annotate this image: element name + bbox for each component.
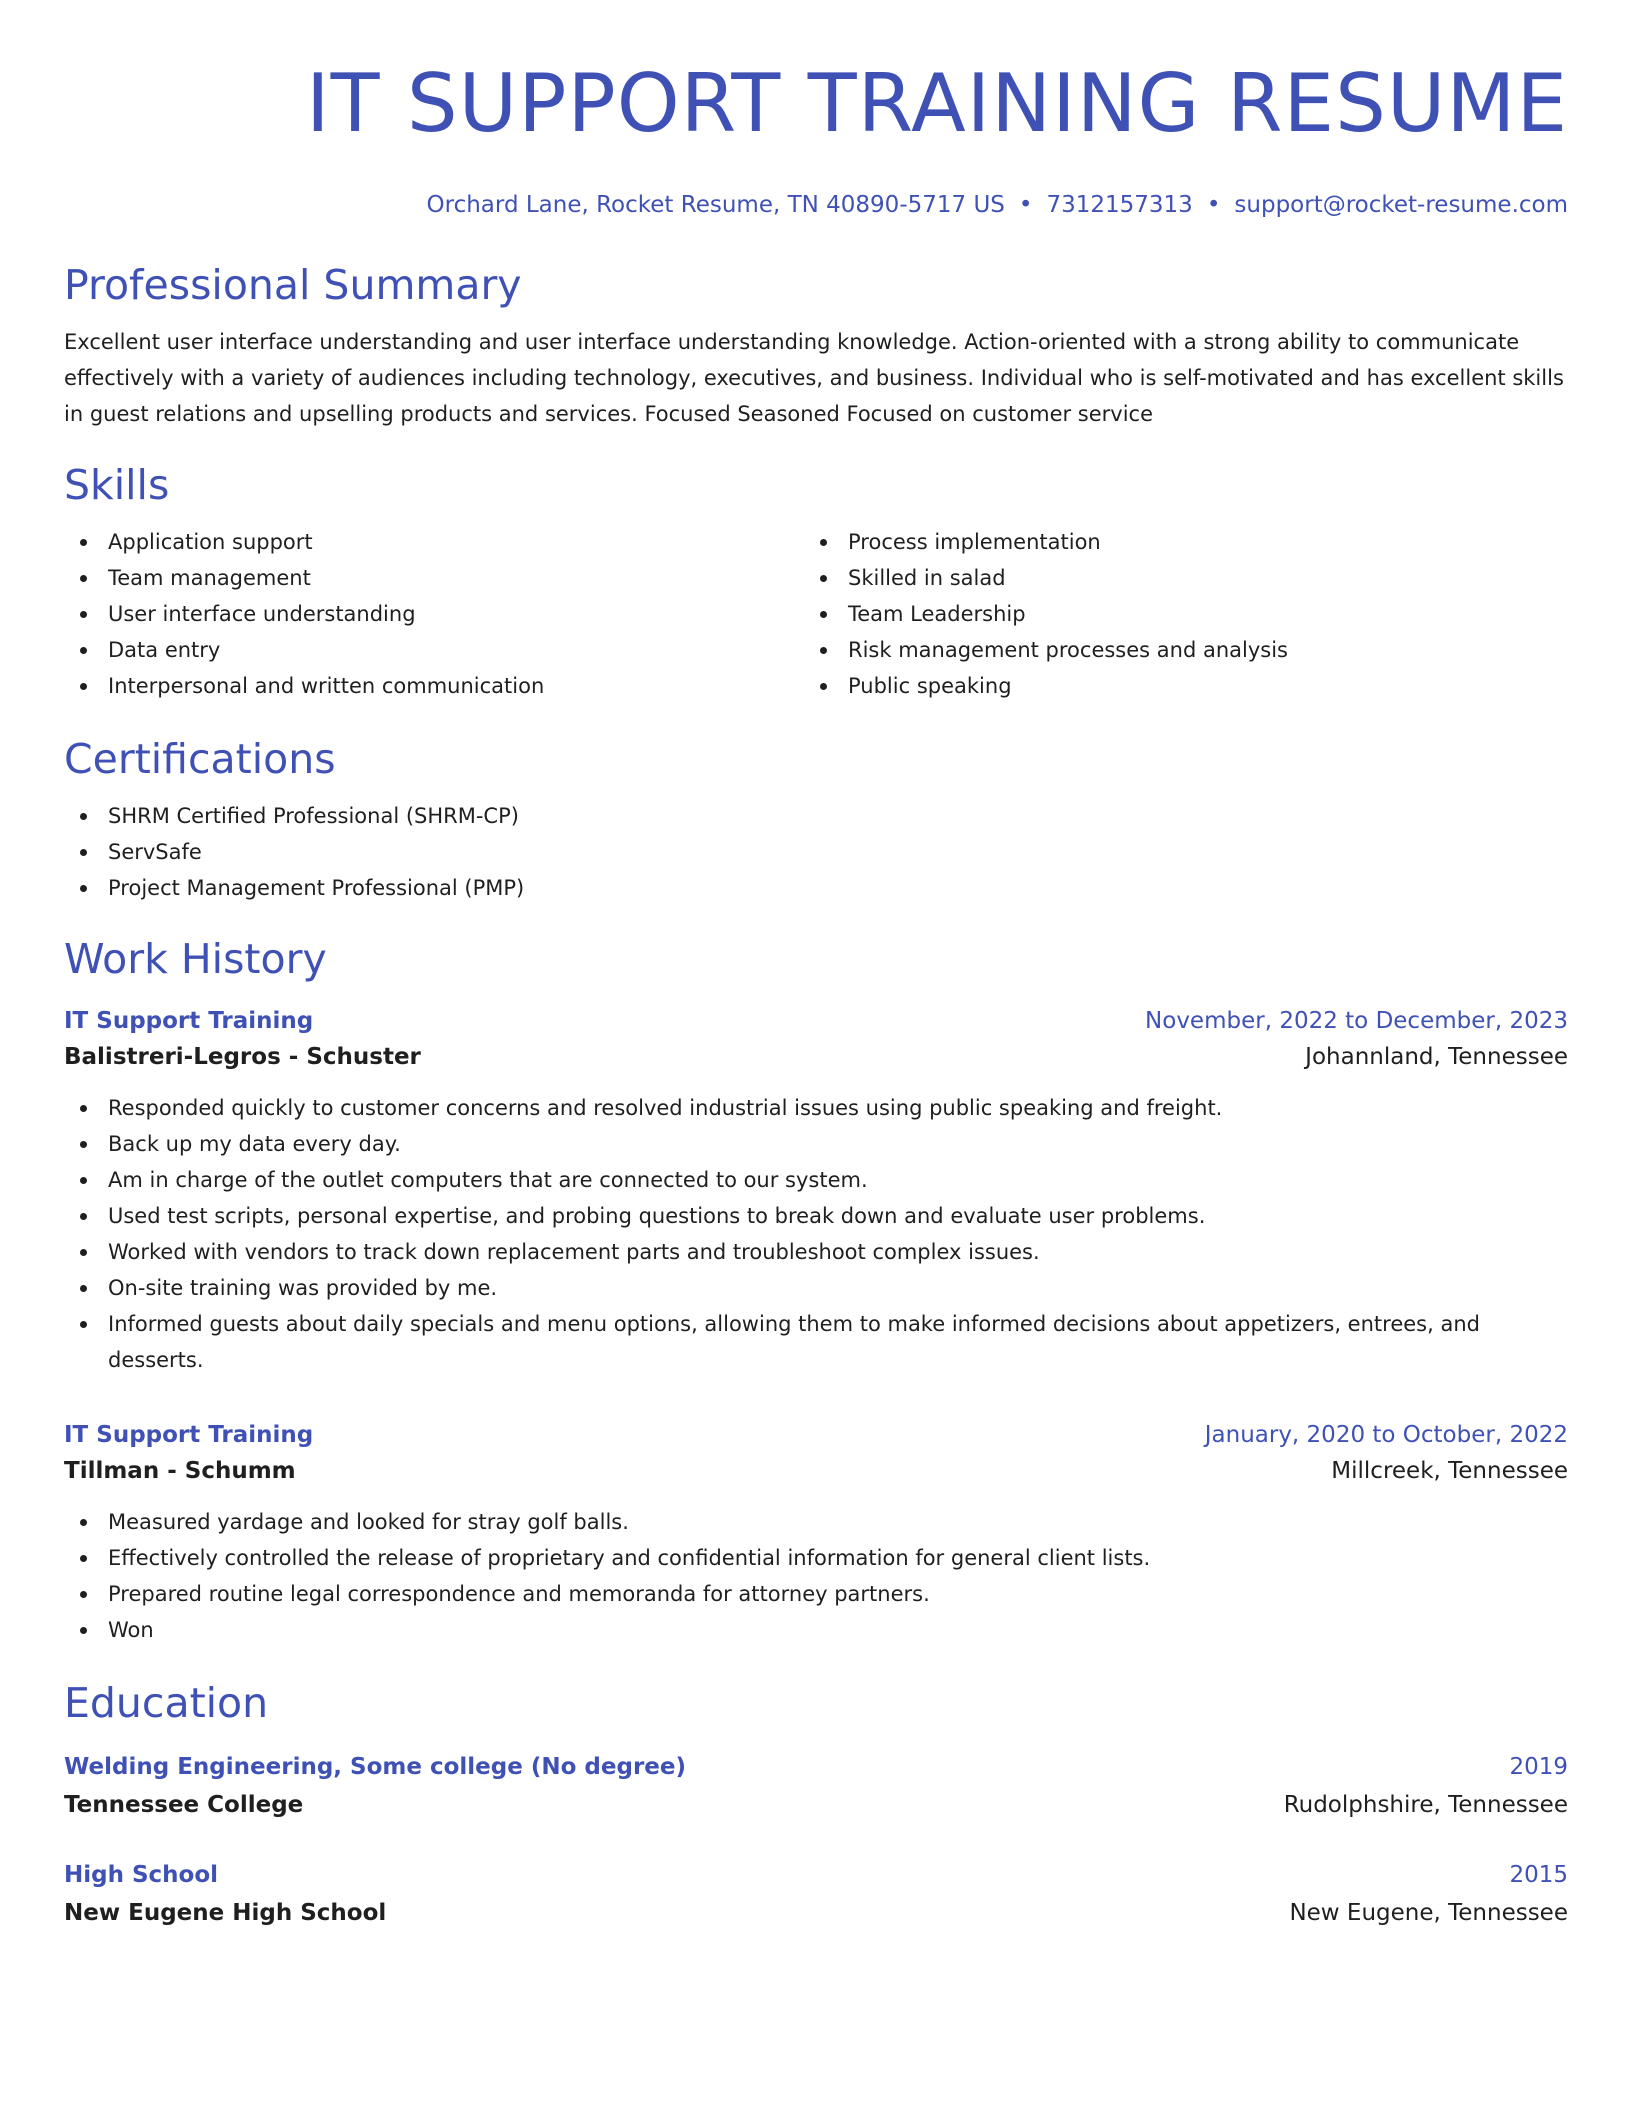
job-dates: January, 2020 to October, 2022 — [1204, 1422, 1568, 1448]
education-school: Tennessee College — [64, 1792, 304, 1818]
list-item: Public speaking — [804, 668, 1544, 704]
job-location: Millcreek, Tennessee — [1331, 1458, 1568, 1484]
certifications-list — [64, 798, 1568, 906]
list-item: Data entry — [64, 632, 804, 668]
list-item: Back up my data every day. — [64, 1126, 1568, 1162]
job-company: Balistreri-Legros - Schuster — [64, 1044, 421, 1070]
education-degree: High School — [64, 1862, 219, 1888]
job-role: IT Support Training — [64, 1008, 314, 1034]
work-history-heading: Work History — [64, 935, 327, 983]
separator-dot: • — [1206, 192, 1221, 218]
education-year: 2019 — [1509, 1754, 1568, 1780]
education-school-row — [64, 1784, 1568, 1826]
contact-line — [64, 190, 1568, 220]
education-section — [64, 1678, 1568, 1934]
list-item: Informed guests about daily specials and menu options, allowing them to make informed decisions about appetizers, entrees, and desserts. — [64, 1306, 1568, 1378]
list-item: Team Leadership — [804, 596, 1544, 632]
list-item: Interpersonal and written communication — [64, 668, 804, 704]
education-entry — [64, 1750, 1568, 1826]
education-school: New Eugene High School — [64, 1900, 387, 1926]
skills-list-left — [64, 524, 804, 704]
list-item: Used test scripts, personal expertise, and probing questions to break down and evaluate user problems. — [64, 1198, 1568, 1234]
education-degree-row — [64, 1750, 1568, 1784]
skills-section — [64, 460, 1568, 704]
job-location: Johannland, Tennessee — [1305, 1044, 1568, 1070]
list-item: SHRM Certified Professional (SHRM-CP) — [64, 798, 1568, 834]
list-item: Responded quickly to customer concerns and resolved industrial issues using public speaking and freight. — [64, 1090, 1568, 1126]
job-header-row — [64, 1004, 1568, 1038]
education-degree: Welding Engineering, Some college (No degree) — [64, 1754, 686, 1780]
list-item: User interface understanding — [64, 596, 804, 632]
list-item: Team management — [64, 560, 804, 596]
list-item: Risk management processes and analysis — [804, 632, 1544, 668]
certifications-section — [64, 734, 1568, 906]
summary-section — [64, 260, 1568, 432]
summary-heading: Professional Summary — [64, 261, 522, 309]
list-item: Won — [64, 1612, 1568, 1648]
job-dates: November, 2022 to December, 2023 — [1145, 1008, 1568, 1034]
list-item: Application support — [64, 524, 804, 560]
skills-grid — [64, 524, 1568, 704]
certifications-heading: Certifications — [64, 735, 336, 783]
job-company-row — [64, 1452, 1568, 1490]
skills-heading: Skills — [64, 461, 170, 509]
separator-dot: • — [1018, 192, 1033, 218]
skills-column-right — [804, 524, 1544, 704]
education-degree-row — [64, 1858, 1568, 1892]
job-duties-list — [64, 1504, 1568, 1648]
skills-list-right — [804, 524, 1544, 704]
job-entry — [64, 1418, 1568, 1648]
education-year: 2015 — [1509, 1862, 1568, 1888]
contact-phone[interactable]: 7312157313 — [1046, 192, 1193, 218]
job-company: Tillman - Schumm — [64, 1458, 296, 1484]
list-item: Measured yardage and looked for stray golf balls. — [64, 1504, 1568, 1540]
education-heading: Education — [64, 1679, 269, 1727]
list-item: Project Management Professional (PMP) — [64, 870, 1568, 906]
job-role: IT Support Training — [64, 1422, 314, 1448]
job-entry — [64, 1004, 1568, 1378]
education-location: New Eugene, Tennessee — [1289, 1900, 1568, 1926]
list-item: Effectively controlled the release of proprietary and confidential information for general client lists. — [64, 1540, 1568, 1576]
contact-email[interactable]: support@rocket-resume.com — [1234, 192, 1568, 218]
summary-text: Excellent user interface understanding and user interface understanding knowledge. Action-oriented with a strong ability to communicate effectively with a variety of audiences including technology, executives, and business. Individual who is self-motivated and has excellent skills in guest relations and upselling products and services. Focused Seasoned Focused on customer service — [64, 330, 1564, 426]
job-company-row — [64, 1038, 1568, 1076]
page-title: IT SUPPORT TRAINING RESUME — [305, 57, 1568, 150]
list-item: Process implementation — [804, 524, 1544, 560]
resume-header — [64, 56, 1568, 220]
education-location: Rudolphshire, Tennessee — [1283, 1792, 1568, 1818]
job-header-row — [64, 1418, 1568, 1452]
education-school-row — [64, 1892, 1568, 1934]
work-history-section — [64, 934, 1568, 1648]
list-item: ServSafe — [64, 834, 1568, 870]
list-item: Prepared routine legal correspondence and memoranda for attorney partners. — [64, 1576, 1568, 1612]
list-item: Skilled in salad — [804, 560, 1544, 596]
list-item: Am in charge of the outlet computers that are connected to our system. — [64, 1162, 1568, 1198]
list-item: On-site training was provided by me. — [64, 1270, 1568, 1306]
skills-column-left — [64, 524, 804, 704]
education-entry — [64, 1858, 1568, 1934]
job-duties-list — [64, 1090, 1568, 1378]
list-item: Worked with vendors to track down replacement parts and troubleshoot complex issues. — [64, 1234, 1568, 1270]
contact-address: Orchard Lane, Rocket Resume, TN 40890-5717 US — [426, 192, 1005, 218]
